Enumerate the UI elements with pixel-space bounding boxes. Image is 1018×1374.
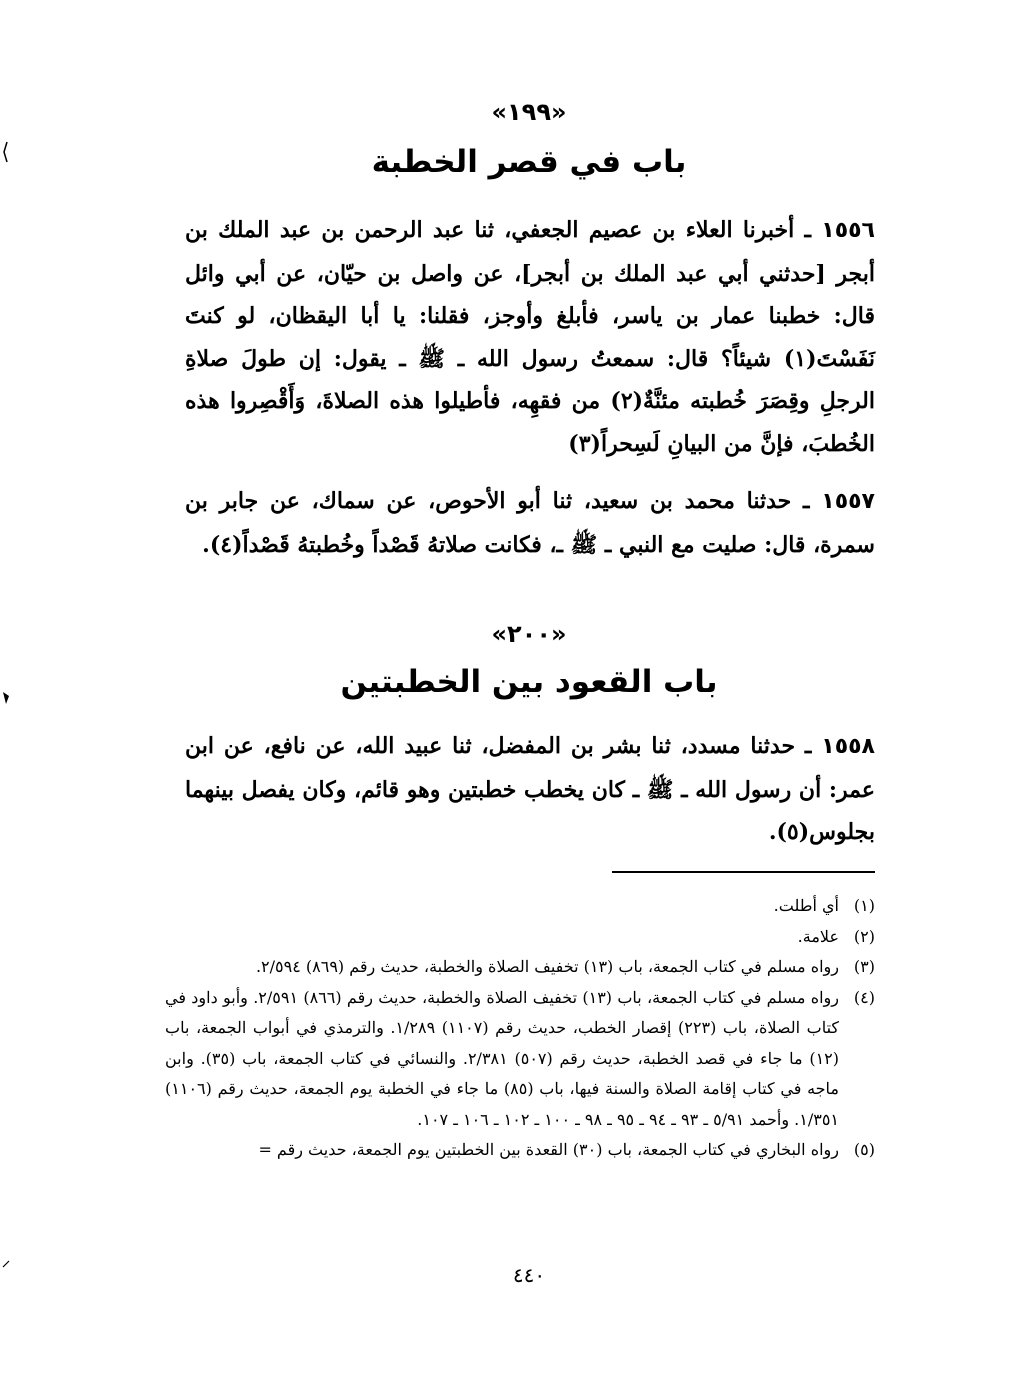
hadith-text: ـ أخبرنا العلاء بن عصيم الجعفي، ثنا عبد الرحمن بن عبد الملك بن أبجر [حدثني أبي عبد الملك بن أبجر]، عن واصل بن حيّان، عن أبي وائل قال: خطبنا عمار بن ياسر، فأبلغ وأوجز، فقلنا: يا أبا اليقظان، لو كنتَ نَفَسْتَ(١) شيئاً؟ قال: سمعتُ رسول الله ـ ﷺ ـ يقول: إن طولَ صلاةِ الرجلِ وقِصَرَ خُطبته مئنَّةٌ(٢) من فقهِه، فأطيلوا هذه الصلاةَ، وَأَقْصِروا هذه الخُطبَ، فإنَّ من البيانِ لَسِحراً(٣) [185, 217, 875, 457]
footnote-text: أي أطلت. [773, 896, 839, 915]
footnote [165, 891, 875, 922]
scan-mark-glyph [2, 1257, 10, 1271]
page-number: ٤٤٠ [512, 1263, 546, 1287]
hadith-text: ـ حدثنا محمد بن سعيد، ثنا أبو الأحوص، عن سماك، عن جابر بن سمرة، قال: صليت مع النبي ـ ﷺ ـ، فكانت صلاتهُ قَصْداً وخُطبتهُ قَصْداً(٤). [185, 488, 875, 558]
footnote [165, 922, 875, 953]
hadith-paragraph [185, 480, 875, 566]
scan-edge-mark [2, 1256, 10, 1270]
footnote-text: رواه مسلم في كتاب الجمعة، باب (١٣) تخفيف الصلاة والخطبة، حديث رقم (٨٦٦) ٢/٥٩١. وأبو داود في كتاب الصلاة، باب (٢٢٣) إقصار الخطب، حديث رقم (١١٠٧) ١/٢٨٩. والترمذي في أبواب الجمعة، باب (١٢) ما جاء في قصد الخطبة، حديث رقم (٥٠٧) ٢/٣٨١. والنسائي في كتاب الجمعة، باب (٣٥). وابن ماجه في كتاب إقامة الصلاة والسنة فيها، باب (٨٥) ما جاء في الخطبة يوم الجمعة، حديث رقم (١١٠٦) ١/٣٥١. وأحمد ٥/٩١ ـ ٩٣ ـ ٩٤ ـ ٩٥ ـ ٩٨ ـ ١٠٠ ـ ١٠٢ ـ ١٠٦ ـ ١٠٧. [165, 987, 840, 1129]
footnote-label: (٤) [853, 987, 875, 1007]
hadith-paragraph [185, 725, 875, 854]
chapter-title: باب في قصر الخطبة [371, 144, 687, 180]
footnote-label: (٣) [853, 957, 875, 976]
hadith-number: ١٥٥٦ [821, 218, 875, 243]
footnote-label: (٥) [853, 1140, 875, 1159]
footnote-text: رواه مسلم في كتاب الجمعة، باب (١٣) تخفيف الصلاة والخطبة، حديث رقم (٨٦٩) ٢/٥٩٤. [255, 957, 839, 976]
hadith-number: ١٥٥٨ [821, 734, 875, 759]
hadith-text: ـ حدثنا مسدد، ثنا بشر بن المفضل، ثنا عبيد الله، عن نافع، عن ابن عمر: أن رسول الله ـ ﷺ ـ كان يخطب خطبتين وهو قائم، وكان يفصل بينهما بجلوس(٥). [185, 733, 875, 845]
chapter-number: «٢٠٠» [491, 620, 567, 648]
footnote-label: (٢) [853, 926, 875, 946]
footnotes [165, 891, 875, 1166]
hadith-paragraph [185, 209, 875, 465]
footnote [165, 983, 875, 1136]
footnote [165, 1135, 875, 1166]
hadith-number: ١٥٥٧ [821, 489, 875, 514]
scan-mark-glyph [2, 690, 10, 706]
scan-edge-mark [2, 140, 8, 164]
scan-edge-mark [2, 690, 10, 706]
footnote-text: رواه البخاري في كتاب الجمعة، باب (٣٠) القعدة بين الخطبتين يوم الجمعة، حديث رقم = [258, 1140, 839, 1159]
scan-mark-glyph [2, 140, 8, 164]
chapter-title: باب القعود بين الخطبتين [340, 664, 718, 700]
chapter-number: «١٩٩» [491, 98, 567, 126]
footnote-label: (١) [853, 896, 875, 915]
footnote [165, 952, 875, 983]
footnote-text: علامة. [797, 926, 839, 946]
footnote-divider [612, 871, 875, 873]
